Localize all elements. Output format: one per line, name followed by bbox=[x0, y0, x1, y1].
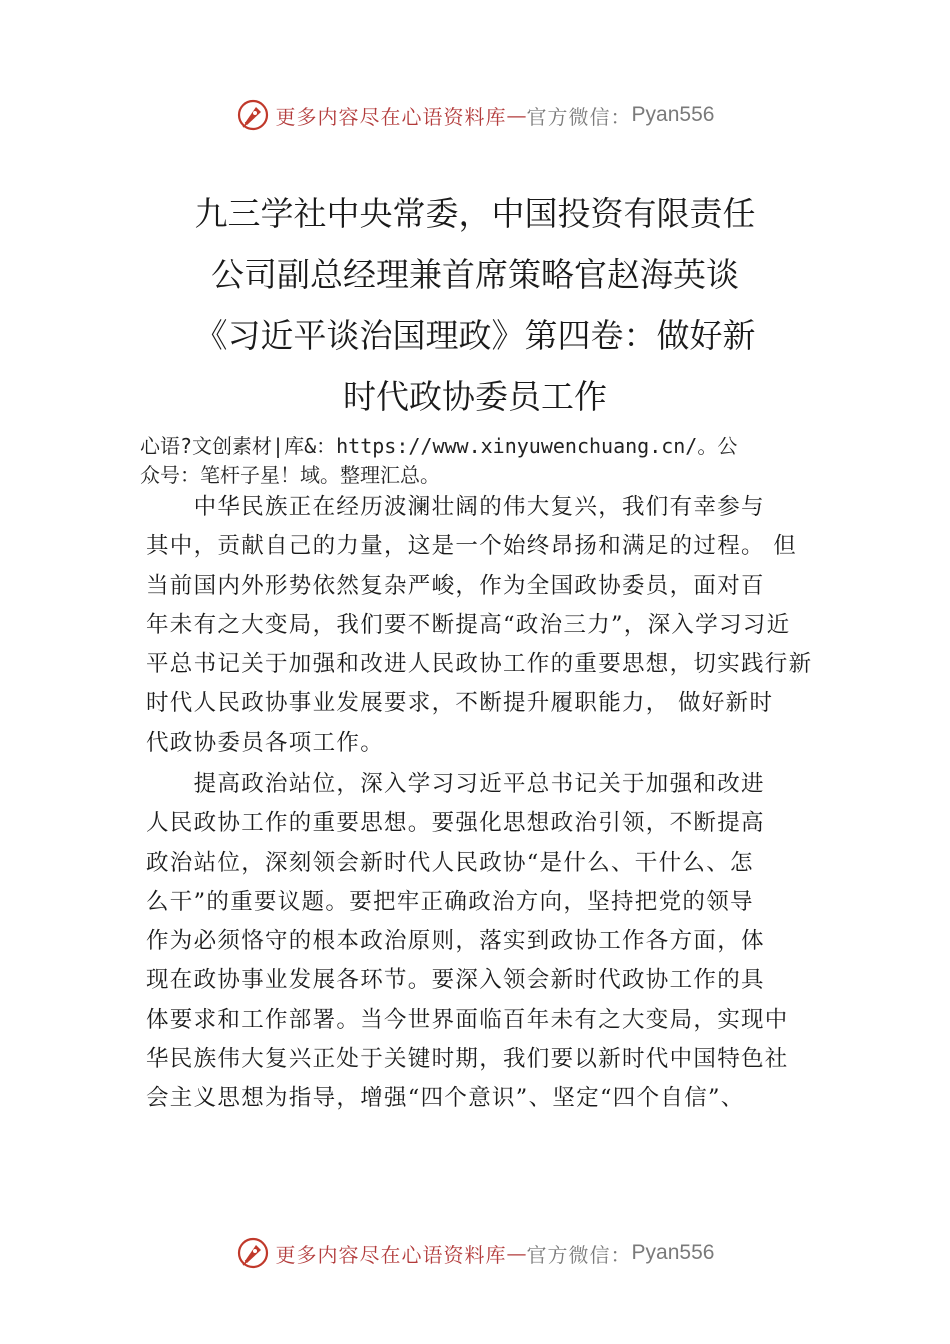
banner-dash: — bbox=[506, 103, 527, 127]
title-line: 时代政协委员工作 bbox=[343, 377, 607, 416]
text-line: 当前国内外形势依然复杂严峻，作为全国政协委员，面对百 bbox=[146, 572, 765, 599]
header-banner bbox=[0, 95, 950, 135]
source-note bbox=[140, 432, 820, 490]
pen-nib-logo-icon bbox=[236, 1236, 270, 1270]
banner-wechat-label: 官方微信： bbox=[526, 1242, 632, 1267]
text-line: 提高政治站位，深入学习习近平总书记关于加强和改进 bbox=[146, 771, 765, 797]
text-line: 华民族伟大复兴正处于关键时期，我们要以新时代中国特色社 bbox=[146, 1046, 789, 1073]
title-line: 九三学社中央常委，中国投资有限责任 bbox=[194, 194, 756, 233]
banner-dash: — bbox=[506, 1241, 527, 1265]
pen-nib-logo-icon bbox=[236, 98, 270, 132]
text-line: 平总书记关于加强和改进人民政协工作的重要思想，切实践行新 bbox=[146, 651, 813, 678]
source-line: 众号：笔杆子星！域。整理汇总。 bbox=[140, 463, 440, 487]
paragraph-1 bbox=[146, 488, 826, 763]
paragraph-2 bbox=[146, 765, 826, 1119]
text-line: 中华民族正在经历波澜壮阔的伟大复兴，我们有幸参与 bbox=[146, 494, 765, 520]
text-line: 年未有之大变局，我们要不断提高“政治三力”，深入学习习近 bbox=[146, 611, 791, 638]
banner-wechat-id: Pyan556 bbox=[631, 1241, 715, 1264]
text-line: 代政协委员各项工作。 bbox=[146, 729, 385, 756]
text-line: 么干”的重要议题。要把牢正确政治方向，坚持把党的领导 bbox=[146, 888, 754, 915]
footer-banner bbox=[0, 1233, 950, 1273]
banner-wechat-id: Pyan556 bbox=[631, 103, 715, 126]
banner-text: 更多内容尽在心语资料库 bbox=[275, 104, 507, 129]
text-line: 人民政协工作的重要思想。要强化思想政治引领，不断提高 bbox=[146, 810, 765, 837]
title-line: 公司副总经理兼首席策略官赵海英谈 bbox=[211, 255, 739, 294]
text-line: 作为必须恪守的根本政治原则，落实到政协工作各方面，体 bbox=[146, 928, 765, 955]
document-title bbox=[130, 183, 820, 427]
text-line: 会主义思想为指导，增强“四个意识”、坚定“四个自信”、 bbox=[146, 1085, 745, 1112]
banner-text: 更多内容尽在心语资料库 bbox=[275, 1242, 507, 1267]
text-line: 体要求和工作部署。当今世界面临百年未有之大变局，实现中 bbox=[146, 1006, 789, 1033]
source-line: 心语?文创素材|库&：https://www.xinyuwenchuang.cn/。公 bbox=[140, 434, 738, 458]
text-line: 其中，贡献自己的力量，这是一个始终昂扬和满足的过程。 但 bbox=[146, 533, 798, 560]
text-line: 时代人民政协事业发展要求，不断提升履职能力， 做好新时 bbox=[146, 690, 774, 717]
banner-wechat-label: 官方微信： bbox=[526, 104, 632, 129]
text-line: 现在政协事业发展各环节。要深入领会新时代政协工作的具 bbox=[146, 967, 765, 994]
text-line: 政治站位，深刻领会新时代人民政协“是什么、干什么、怎 bbox=[146, 849, 754, 876]
title-line: 《习近平谈治国理政》第四卷：做好新 bbox=[194, 316, 756, 355]
